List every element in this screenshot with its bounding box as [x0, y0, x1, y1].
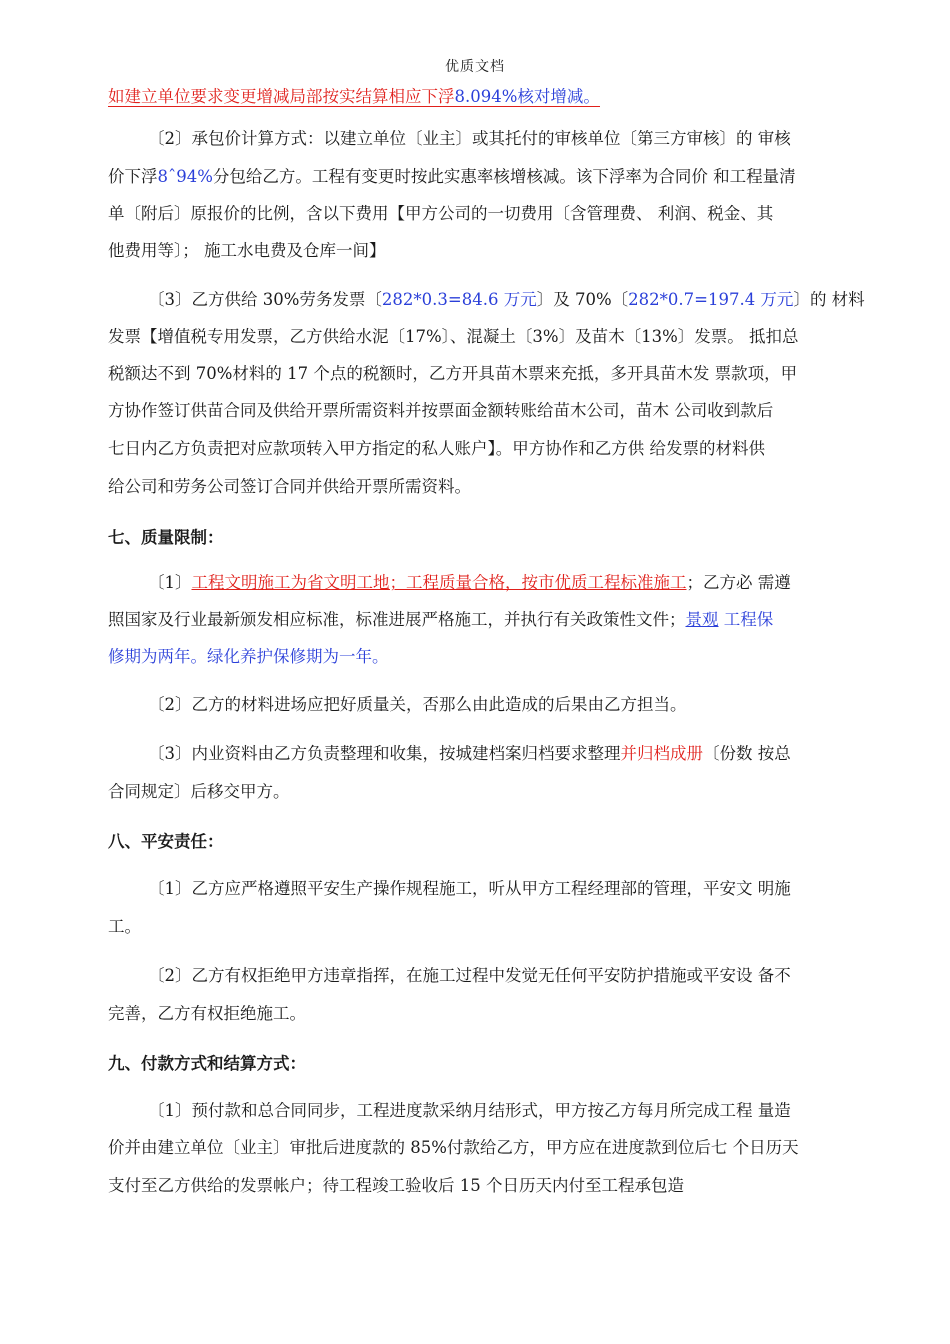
- section7-item1-line2: [108, 609, 868, 631]
- s7-i3-a: 〔3〕内业资料由乙方负责整理和收集，按城建档案归档要求整理: [148, 744, 621, 763]
- item2-line2-a: 价下浮: [108, 167, 158, 186]
- intro-text-red: 如建立单位要求变更增减局部按实结算相应下浮: [108, 87, 455, 106]
- item2-rate: 8ˆ94%: [157, 167, 213, 186]
- item3-line5: 七日内乙方负责把对应款项转入甲方指定的私人账户】。甲方协作和乙方供 给发票的材料供: [108, 439, 765, 458]
- item2-line1: 〔2〕承包价计算方式：以建立单位〔业主〕或其托付的审核单位〔第三方审核〕的 审核: [148, 129, 791, 148]
- section7-item1-line1: [148, 572, 908, 594]
- section9-item1-line1: 〔1〕预付款和总合同同步，工程进度款采纳月结形式，甲方按乙方每月所完成工程 量造: [148, 1101, 791, 1120]
- s7-i3-archive: 并归档成册: [620, 744, 703, 763]
- section7-item3-line1: [148, 743, 908, 765]
- item3-line2: 发票【增值税专用发票，乙方供给水泥〔17%〕、混凝土〔3%〕及苗木〔13%〕发票。 抵扣总: [108, 327, 799, 346]
- s7-i1-l2-c: 工程保: [718, 610, 774, 629]
- section8-title: 八、平安责任：: [108, 832, 224, 851]
- item3-line4: 方协作签订供苗合同及供给开票所需资料并按票面金额转账给苗木公司，苗木 公司收到款后: [108, 401, 774, 420]
- item3-line1-c: 〕及 70%〔: [536, 290, 629, 309]
- section7-item2-line1: 〔2〕乙方的材料进场应把好质量关，否那么由此造成的后果由乙方担当。: [148, 695, 687, 714]
- section7-title: 七、质量限制：: [108, 528, 224, 547]
- item2-line2-c: 分包给乙方。工程有变更时按此实惠率核增核减。该下浮率为合同价 和工程量清: [212, 167, 796, 186]
- s7-i1-rest: ；乙方必 需遵: [686, 573, 791, 592]
- item2-line2: [108, 166, 868, 188]
- section9-item1-line2: 价并由建立单位〔业主〕审批后进度款的 85%付款给乙方，甲方应在进度款到位后七 个日历天: [108, 1138, 799, 1157]
- intro-text-blue: 8.094%核对增减。: [454, 87, 600, 106]
- page-header: 优质文档: [445, 59, 505, 75]
- section7-item1-line3: 修期为两年。绿化养护保修期为一年。: [108, 647, 389, 666]
- s7-i1-requirement: 工程文明施工为省文明工地；工程质量合格，按市优质工程标准施工: [191, 573, 687, 592]
- s7-i1-l2-a: 照国家及行业最新颁发相应标准，标准进展严格施工，并执行有关政策性文件；: [108, 610, 686, 629]
- intro-line: [108, 86, 868, 108]
- section8-item2-line2: 完善，乙方有权拒绝施工。: [108, 1004, 306, 1023]
- item3-labor-amount: 282*0.3=84.6 万元: [381, 290, 537, 309]
- item2-line4: 他费用等〕； 施工水电费及仓库一间】: [108, 241, 386, 260]
- s7-i1-landscape: 景观: [685, 610, 719, 629]
- section8-item2-line1: 〔2〕乙方有权拒绝甲方违章指挥，在施工过程中发觉无任何平安防护措施或平安设 备不: [148, 966, 791, 985]
- s7-i3-c: 〔份数 按总: [703, 744, 791, 763]
- section7-item3-line2: 合同规定〕后移交甲方。: [108, 782, 290, 801]
- section9-title: 九、付款方式和结算方式：: [108, 1054, 306, 1073]
- item2-line3: 单〔附后〕原报价的比例，含以下费用【甲方公司的一切费用〔含管理费、 利润、税金、其: [108, 204, 774, 223]
- item3-line1: [148, 289, 908, 311]
- section8-item1-line1: 〔1〕乙方应严格遵照平安生产操作规程施工，听从甲方工程经理部的管理，平安文 明施: [148, 879, 791, 898]
- item3-line3: 税额达不到 70%材料的 17 个点的税额时，乙方开具苗木票来充抵，多开具苗木发 票款项，甲: [108, 364, 798, 383]
- item3-line1-e: 〕的 材料: [793, 290, 865, 309]
- s7-i1-prefix: 〔1〕: [148, 573, 192, 592]
- item3-line1-a: 〔3〕乙方供给 30%劳务发票〔: [148, 290, 382, 309]
- item3-line6: 给公司和劳务公司签订合同并供给开票所需资料。: [108, 477, 471, 496]
- section8-item1-line2: 工。: [108, 917, 141, 936]
- item3-material-amount: 282*0.7=197.4 万元: [628, 290, 794, 309]
- section9-item1-line3: 支付至乙方供给的发票帐户；待工程竣工验收后 15 个日历天内付至工程承包造: [108, 1176, 684, 1195]
